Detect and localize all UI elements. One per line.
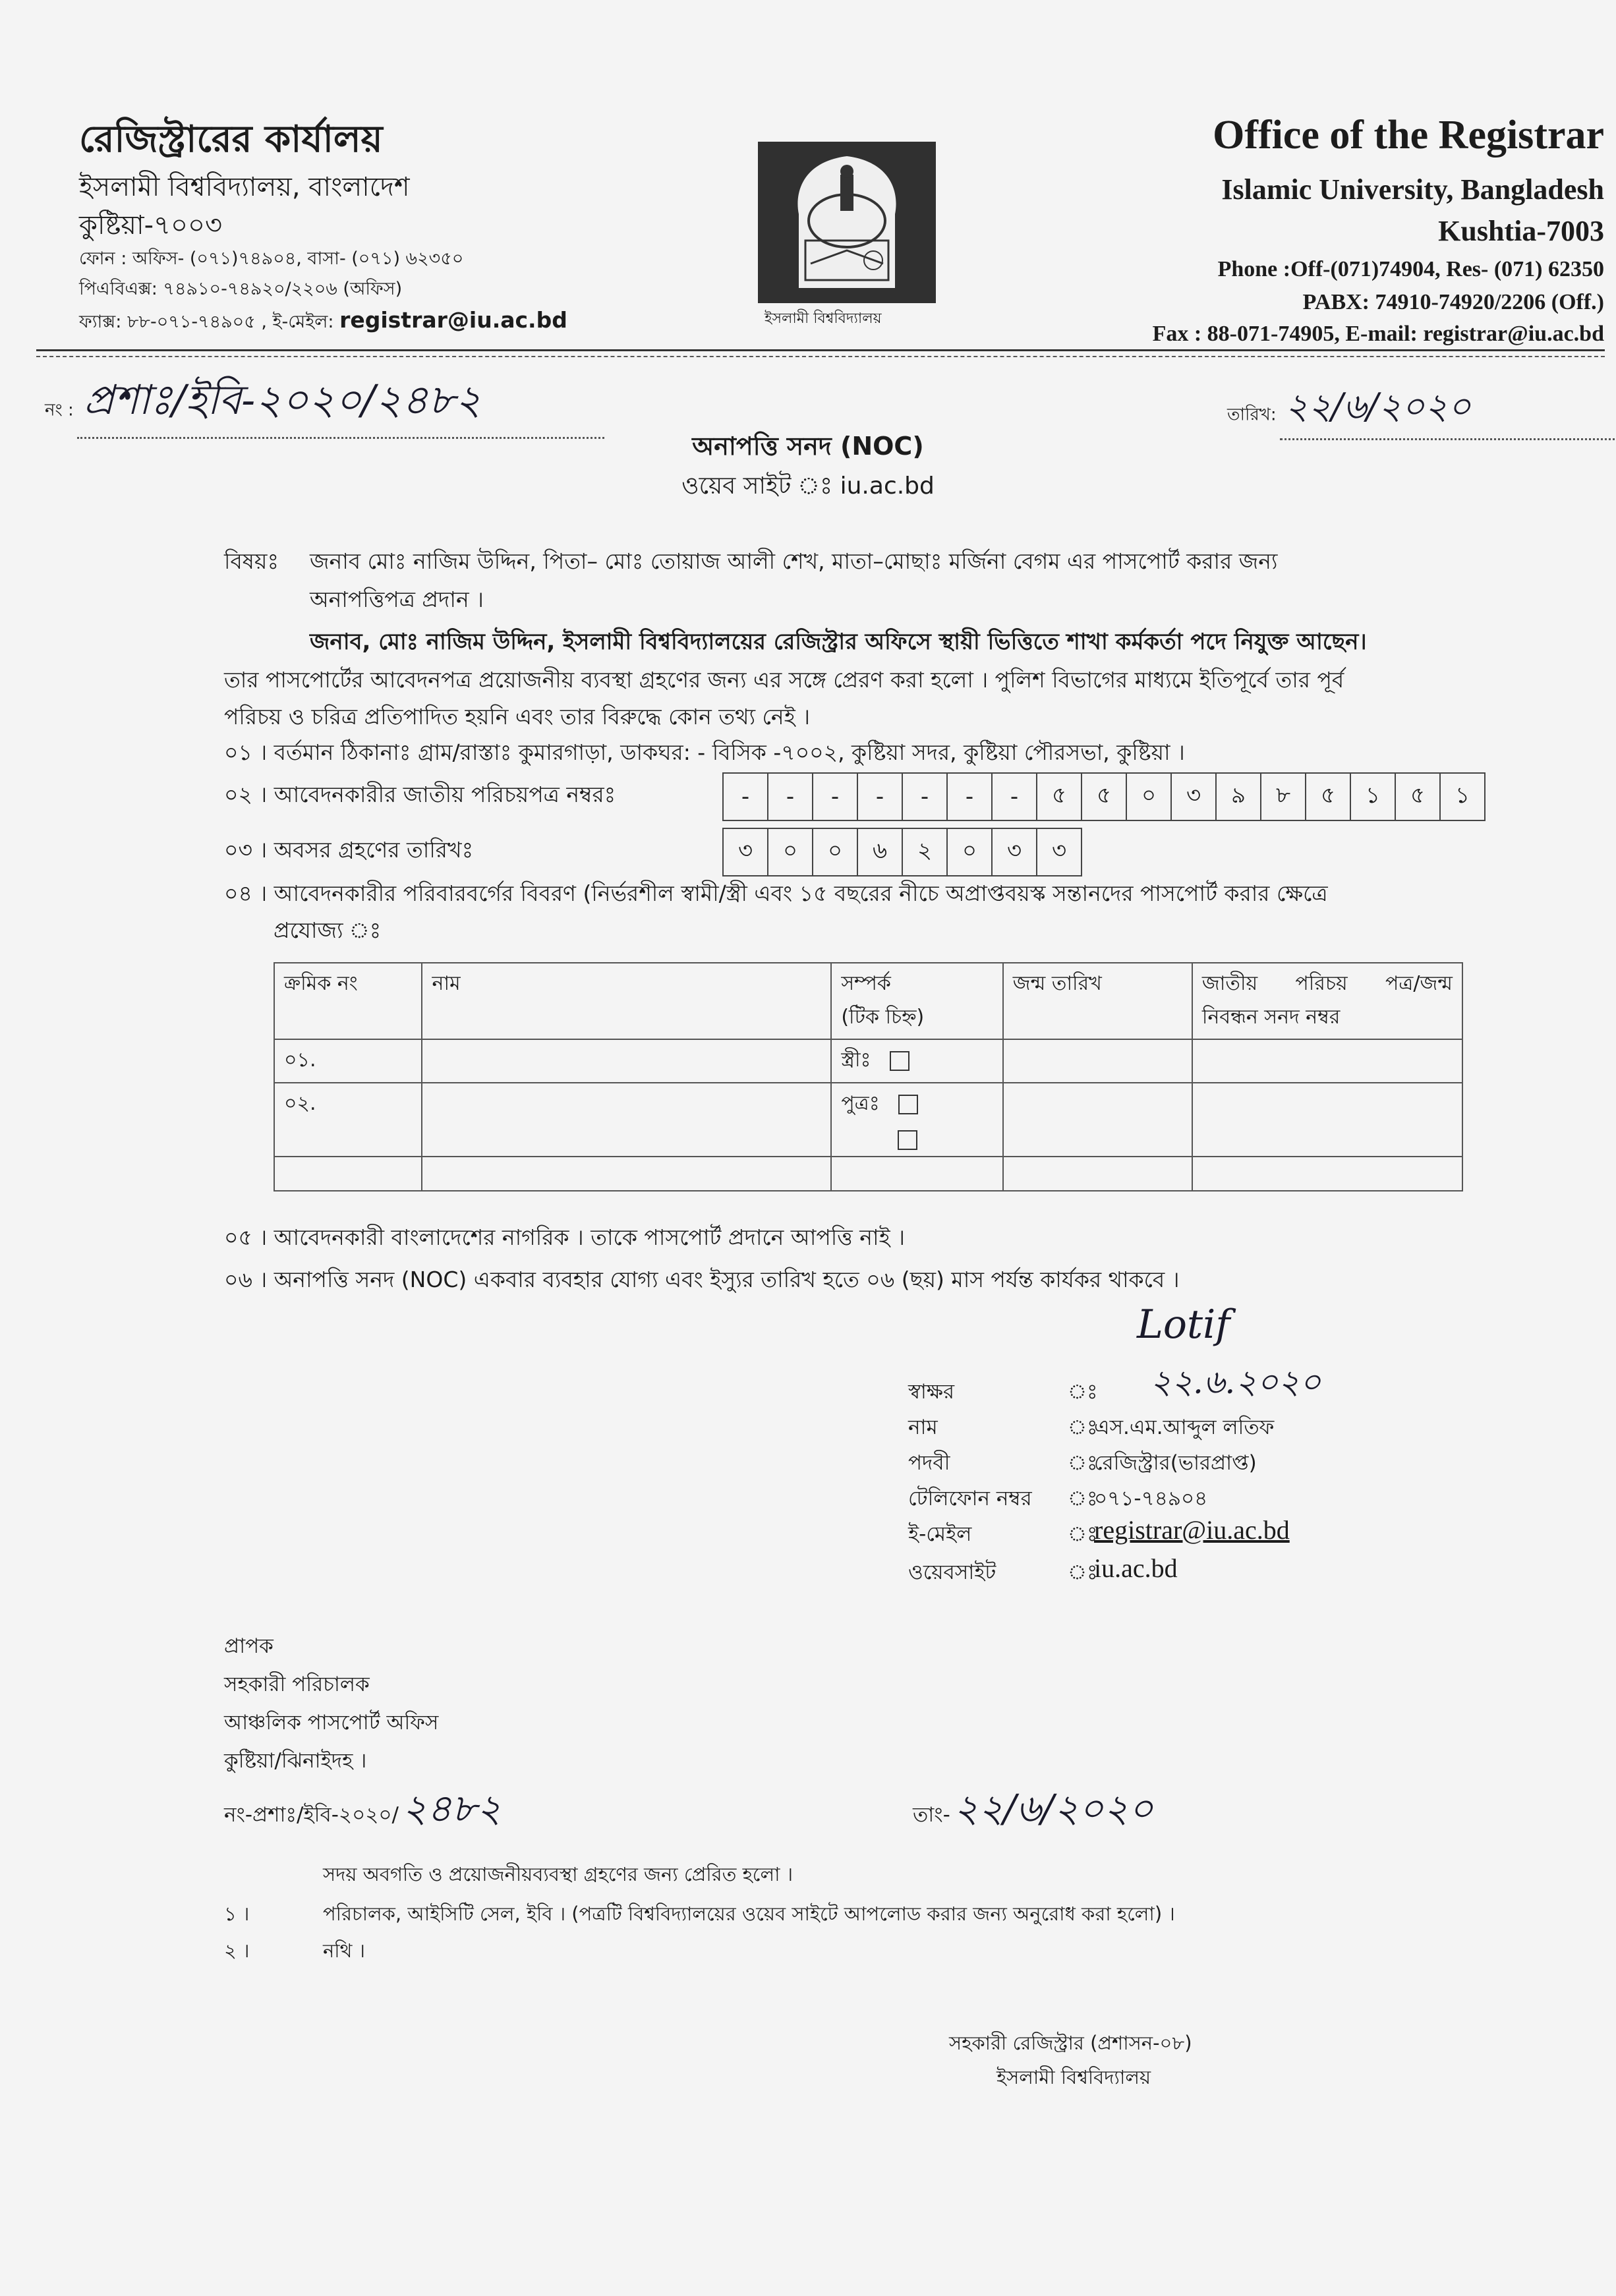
- signatory-website[interactable]: iu.ac.bd: [1094, 1553, 1178, 1583]
- name-label: নাম: [908, 1416, 938, 1439]
- copy-intro: সদয় অবগতি ও প্রয়োজনীয়ব্যবস্থা গ্রহণের জন্য প্রেরিত হলো ।: [323, 1863, 794, 1885]
- col-serial-label: ক্রমিক নং: [284, 972, 358, 995]
- phone-sep: ঃ: [1068, 1487, 1098, 1510]
- col-serial-header: [274, 963, 422, 1039]
- body-line-1: জনাব, মোঃ নাজিম উদ্দিন, ইসলামী বিশ্ববিদ্যালয়ের রেজিস্ট্রার অফিসে স্থায়ী ভিত্তিতে শাখা কর্মকর্তা পদে নিযুক্ত আছেন।: [310, 629, 1367, 655]
- family-details-table: [274, 962, 1463, 1191]
- item-4-line-2: প্রযোজ্য ঃ: [274, 917, 382, 943]
- memo-date-value: ২২/৬/২০২০: [1280, 379, 1616, 440]
- nid-digit-box: -: [947, 773, 992, 820]
- logo-emblem-icon: [758, 142, 936, 303]
- copy-2-text: নথি ।: [323, 1939, 365, 1962]
- en-office-title: Office of the Registrar: [1213, 113, 1604, 158]
- header-divider-secondary: [36, 356, 1605, 357]
- col-relation-sublabel: (টিক চিহ্ন): [841, 1006, 925, 1029]
- retire-digit-box: ০: [813, 828, 857, 876]
- nid-number-boxes: [722, 772, 1486, 821]
- en-city: Kushtia-7003: [1438, 215, 1604, 247]
- col-name-label: নাম: [432, 972, 461, 995]
- table-row: [274, 1039, 1462, 1083]
- footer-designation: সহকারী রেজিস্ট্রার (প্রশাসন-০৮): [949, 2032, 1192, 2054]
- en-pabx: PABX: 74910-74920/2206 (Off.): [1302, 290, 1604, 314]
- col-relation-label: সম্পর্ক: [841, 972, 891, 995]
- signature-date: ২২.৬.২০২০: [1150, 1363, 1321, 1401]
- subject-line-2: অনাপত্তিপত্র প্রদান ।: [310, 587, 484, 612]
- bn-fax-label: ফ্যাক্স: ৮৮-০৭১-৭৪৯০৫ , ই-মেইল:: [79, 312, 340, 332]
- item-2-label: ০২ । আবেদনকারীর জাতীয় পরিচয়পত্র নম্বরঃ: [224, 782, 616, 807]
- col-name-header: [422, 963, 831, 1039]
- retire-digit-box: ২: [902, 828, 947, 876]
- row-1-dob: [1003, 1039, 1192, 1083]
- en-phone: Phone :Off-(071)74904, Res- (071) 62350: [1217, 257, 1604, 281]
- retire-digit-box: ০: [947, 828, 992, 876]
- copy-ref-number: ২৪৮২: [402, 1786, 502, 1831]
- row-2-nid: [1192, 1083, 1462, 1157]
- nid-digit-box: -: [992, 773, 1037, 820]
- table-header-row: [274, 963, 1462, 1039]
- email-label: ই-মেইল: [908, 1522, 972, 1546]
- retire-digit-box: ৩: [1037, 828, 1082, 876]
- nid-digit-box: ৯: [1216, 773, 1261, 820]
- retire-digit-box: ৬: [857, 828, 902, 876]
- row-1-nid: [1192, 1039, 1462, 1083]
- son-checkbox-2[interactable]: [898, 1130, 917, 1150]
- recipient-office: আঞ্চলিক পাসপোর্ট অফিস: [224, 1711, 439, 1735]
- designation-sep: ঃ: [1068, 1451, 1098, 1475]
- bn-phone: ফোন : অফিস- (০৭১)৭৪৯০৪, বাসা- (০৭১) ৬২৩৫০: [79, 248, 464, 269]
- retire-digit-box: ৩: [992, 828, 1037, 876]
- signatory-email-link[interactable]: registrar@iu.ac.bd: [1094, 1515, 1290, 1545]
- bn-city: কুষ্টিয়া-৭০০৩: [79, 210, 223, 241]
- page-title: অনাপত্তি সনদ (NOC): [692, 432, 924, 461]
- nid-digit-box: -: [768, 773, 813, 820]
- row-1-name: [422, 1039, 831, 1083]
- bn-fax-email: [79, 307, 567, 338]
- nid-digit-box: ৫: [1306, 773, 1350, 820]
- row-3-relation: [831, 1157, 1002, 1191]
- copy-date: [913, 1779, 1153, 1843]
- table-row: [274, 1157, 1462, 1191]
- footer-institution: ইসলামী বিশ্ববিদ্যালয়: [996, 2066, 1151, 2088]
- bn-university-name: ইসলামী বিশ্ববিদ্যালয়, বাংলাদেশ: [79, 172, 410, 202]
- header-divider: [36, 349, 1605, 351]
- spouse-checkbox[interactable]: [890, 1051, 909, 1071]
- col-relation-header: [831, 963, 1002, 1039]
- nid-digit-box: ৮: [1261, 773, 1306, 820]
- row-3-name: [422, 1157, 831, 1191]
- copy-date-prefix: তাং-: [913, 1803, 950, 1827]
- signatory-phone: ০৭১-৭৪৯০৪: [1094, 1487, 1208, 1510]
- nid-digit-box: -: [902, 773, 947, 820]
- recipient-designation: সহকারী পরিচালক: [224, 1673, 370, 1696]
- bn-office-title: রেজিস্ট্রারের কার্যালয়: [79, 118, 383, 161]
- sign-label: স্বাক্ষর: [908, 1380, 955, 1404]
- website-sep: ঃ: [1068, 1561, 1098, 1584]
- col-nid-label: জাতীয় পরিচয় পত্র/জন্ম: [1201, 972, 1453, 995]
- website-label: ওয়েবসাইট: [908, 1561, 996, 1584]
- nid-digit-box: -: [813, 773, 857, 820]
- item-1-address: ০১ । বর্তমান ঠিকানাঃ গ্রাম/রাস্তাঃ কুমারগাড়া, ডাকঘর: - বিসিক -৭০০২, কুষ্টিয়া সদর, কুষ্টিয়া পৌরসভা, কুষ্টিয়া ।: [224, 739, 1185, 765]
- item-6-validity: ০৬ । অনাপত্তি সনদ (NOC) একবার ব্যবহার যোগ্য এবং ইস্যুর তারিখ হতে ০৬ (ছয়) মাস পর্যন্ত কার্যকর থাকবে ।: [224, 1267, 1180, 1292]
- body-line-3: পরিচয় ও চরিত্র প্রতিপাদিত হয়নি এবং তার বিরুদ্ধে কোন তথ্য নেই ।: [224, 704, 811, 730]
- row-3-serial: [274, 1157, 422, 1191]
- row-2-name: [422, 1083, 831, 1157]
- university-logo: [758, 142, 936, 303]
- nid-digit-box: ১: [1350, 773, 1395, 820]
- table-row: [274, 1083, 1462, 1157]
- row-2-relation-label: পুত্রঃ: [841, 1092, 880, 1115]
- item-4-line-1: ০৪ । আবেদনকারীর পরিবারবর্গের বিবরণ (নির্ভরশীল স্বামী/স্ত্রী এবং ১৫ বছরের নীচে অপ্রাপ্তবয়স্ক সন্তানদের পাসপোর্ট করার ক্ষেত্রে: [224, 880, 1328, 906]
- copy-date-value: ২২/৬/২০২০: [953, 1786, 1153, 1831]
- signature-mark: Lotif: [1137, 1302, 1230, 1348]
- memo-date-label: তারিখ:: [1227, 405, 1277, 425]
- phone-label: টেলিফোন নম্বর: [908, 1487, 1032, 1510]
- row-1-serial: ০১.: [274, 1039, 422, 1083]
- en-fax-email: Fax : 88-071-74905, E-mail: registrar@iu.ac.bd: [1152, 322, 1604, 346]
- copy-ref: [224, 1779, 502, 1843]
- email-sep: ঃ: [1068, 1522, 1098, 1546]
- retirement-date-boxes: [722, 828, 1082, 876]
- retire-digit-box: ০: [768, 828, 813, 876]
- designation-label: পদবী: [908, 1451, 950, 1475]
- row-1-relation-label: স্ত্রীঃ: [841, 1048, 871, 1072]
- col-nid-sublabel: নিবন্ধন সনদ নম্বর: [1201, 1006, 1341, 1029]
- nid-digit-box: -: [857, 773, 902, 820]
- nid-digit-box: ৫: [1395, 773, 1440, 820]
- nid-digit-box: ৫: [1037, 773, 1082, 820]
- nid-digit-box: ০: [1126, 773, 1171, 820]
- nid-digit-box: ৫: [1082, 773, 1126, 820]
- bn-fax-email-value: registrar@iu.ac.bd: [339, 307, 567, 333]
- row-1-relation: [831, 1039, 1002, 1083]
- row-2-relation: [831, 1083, 1002, 1157]
- copy-1-text: পরিচালক, আইসিটি সেল, ইবি । (পত্রটি বিশ্ববিদ্যালয়ের ওয়েব সাইটে আপলোড করার জন্য অনুরোধ করা হলো) ।: [323, 1903, 1175, 1925]
- en-university-name: Islamic University, Bangladesh: [1221, 173, 1604, 206]
- son-checkbox[interactable]: [898, 1095, 918, 1114]
- item-5-citizen: ০৫ । আবেদনকারী বাংলাদেশের নাগরিক । তাকে পাসপোর্ট প্রদানে আপত্তি নাই ।: [224, 1224, 905, 1250]
- body-line-2: তার পাসপোর্টের আবেদনপত্র প্রয়োজনীয় ব্যবস্থা গ্রহণের জন্য এর সঙ্গে প্রেরণ করা হলো । পুলিশ বিভাগের মাধ্যমে ইতিপূর্বে তার পূর্ব: [224, 667, 1344, 693]
- recipient-location: কুষ্টিয়া/ঝিনাইদহ ।: [224, 1749, 367, 1773]
- logo-caption: ইসলামী বিশ্ববিদ্যালয়: [765, 310, 882, 327]
- item-3-label: ০৩ । অবসর গ্রহণের তারিখঃ: [224, 837, 474, 863]
- copy-ref-prefix: নং-প্রশাঃ/ইবি-২০২০/: [224, 1803, 399, 1827]
- signatory-name: এস.এম.আব্দুল লতিফ: [1094, 1416, 1275, 1439]
- subject-line-1: জনাব মোঃ নাজিম উদ্দিন, পিতা– মোঃ তোয়াজ আলী শেখ, মাতা–মোছাঃ মর্জিনা বেগম এর পাসপোর্ট করার জন্য: [310, 548, 1278, 574]
- sign-sep: ঃ: [1068, 1380, 1098, 1404]
- memo-ref-label: নং :: [45, 400, 74, 420]
- row-3-nid: [1192, 1157, 1462, 1191]
- recipient-label: প্রাপক: [224, 1634, 274, 1658]
- subject-label: বিষয়ঃ: [224, 548, 279, 574]
- col-nid-header: [1192, 963, 1462, 1039]
- col-dob-header: [1003, 963, 1192, 1039]
- name-sep: ঃ: [1068, 1416, 1098, 1439]
- copy-1-number: ১ ।: [224, 1903, 250, 1925]
- retire-digit-box: ৩: [723, 828, 768, 876]
- nid-digit-box: -: [723, 773, 768, 820]
- copy-2-number: ২ ।: [224, 1939, 250, 1962]
- row-2-serial: ০২.: [274, 1083, 422, 1157]
- nid-digit-box: ১: [1440, 773, 1485, 820]
- row-2-dob: [1003, 1083, 1192, 1157]
- col-dob-label: জন্ম তারিখ: [1012, 972, 1102, 995]
- row-3-dob: [1003, 1157, 1192, 1191]
- signatory-designation: রেজিস্ট্রার(ভারপ্রাপ্ত): [1094, 1451, 1257, 1475]
- nid-digit-box: ৩: [1171, 773, 1216, 820]
- title-website: ওয়েব সাইট ঃ iu.ac.bd: [681, 473, 935, 500]
- bn-pabx: পিএবিএক্স: ৭৪৯১০-৭৪৯২০/২২০৬ (অফিস): [79, 279, 403, 299]
- memo-ref-number: প্রশাঃ/ইবি-২০২০/২৪৮২: [77, 369, 604, 439]
